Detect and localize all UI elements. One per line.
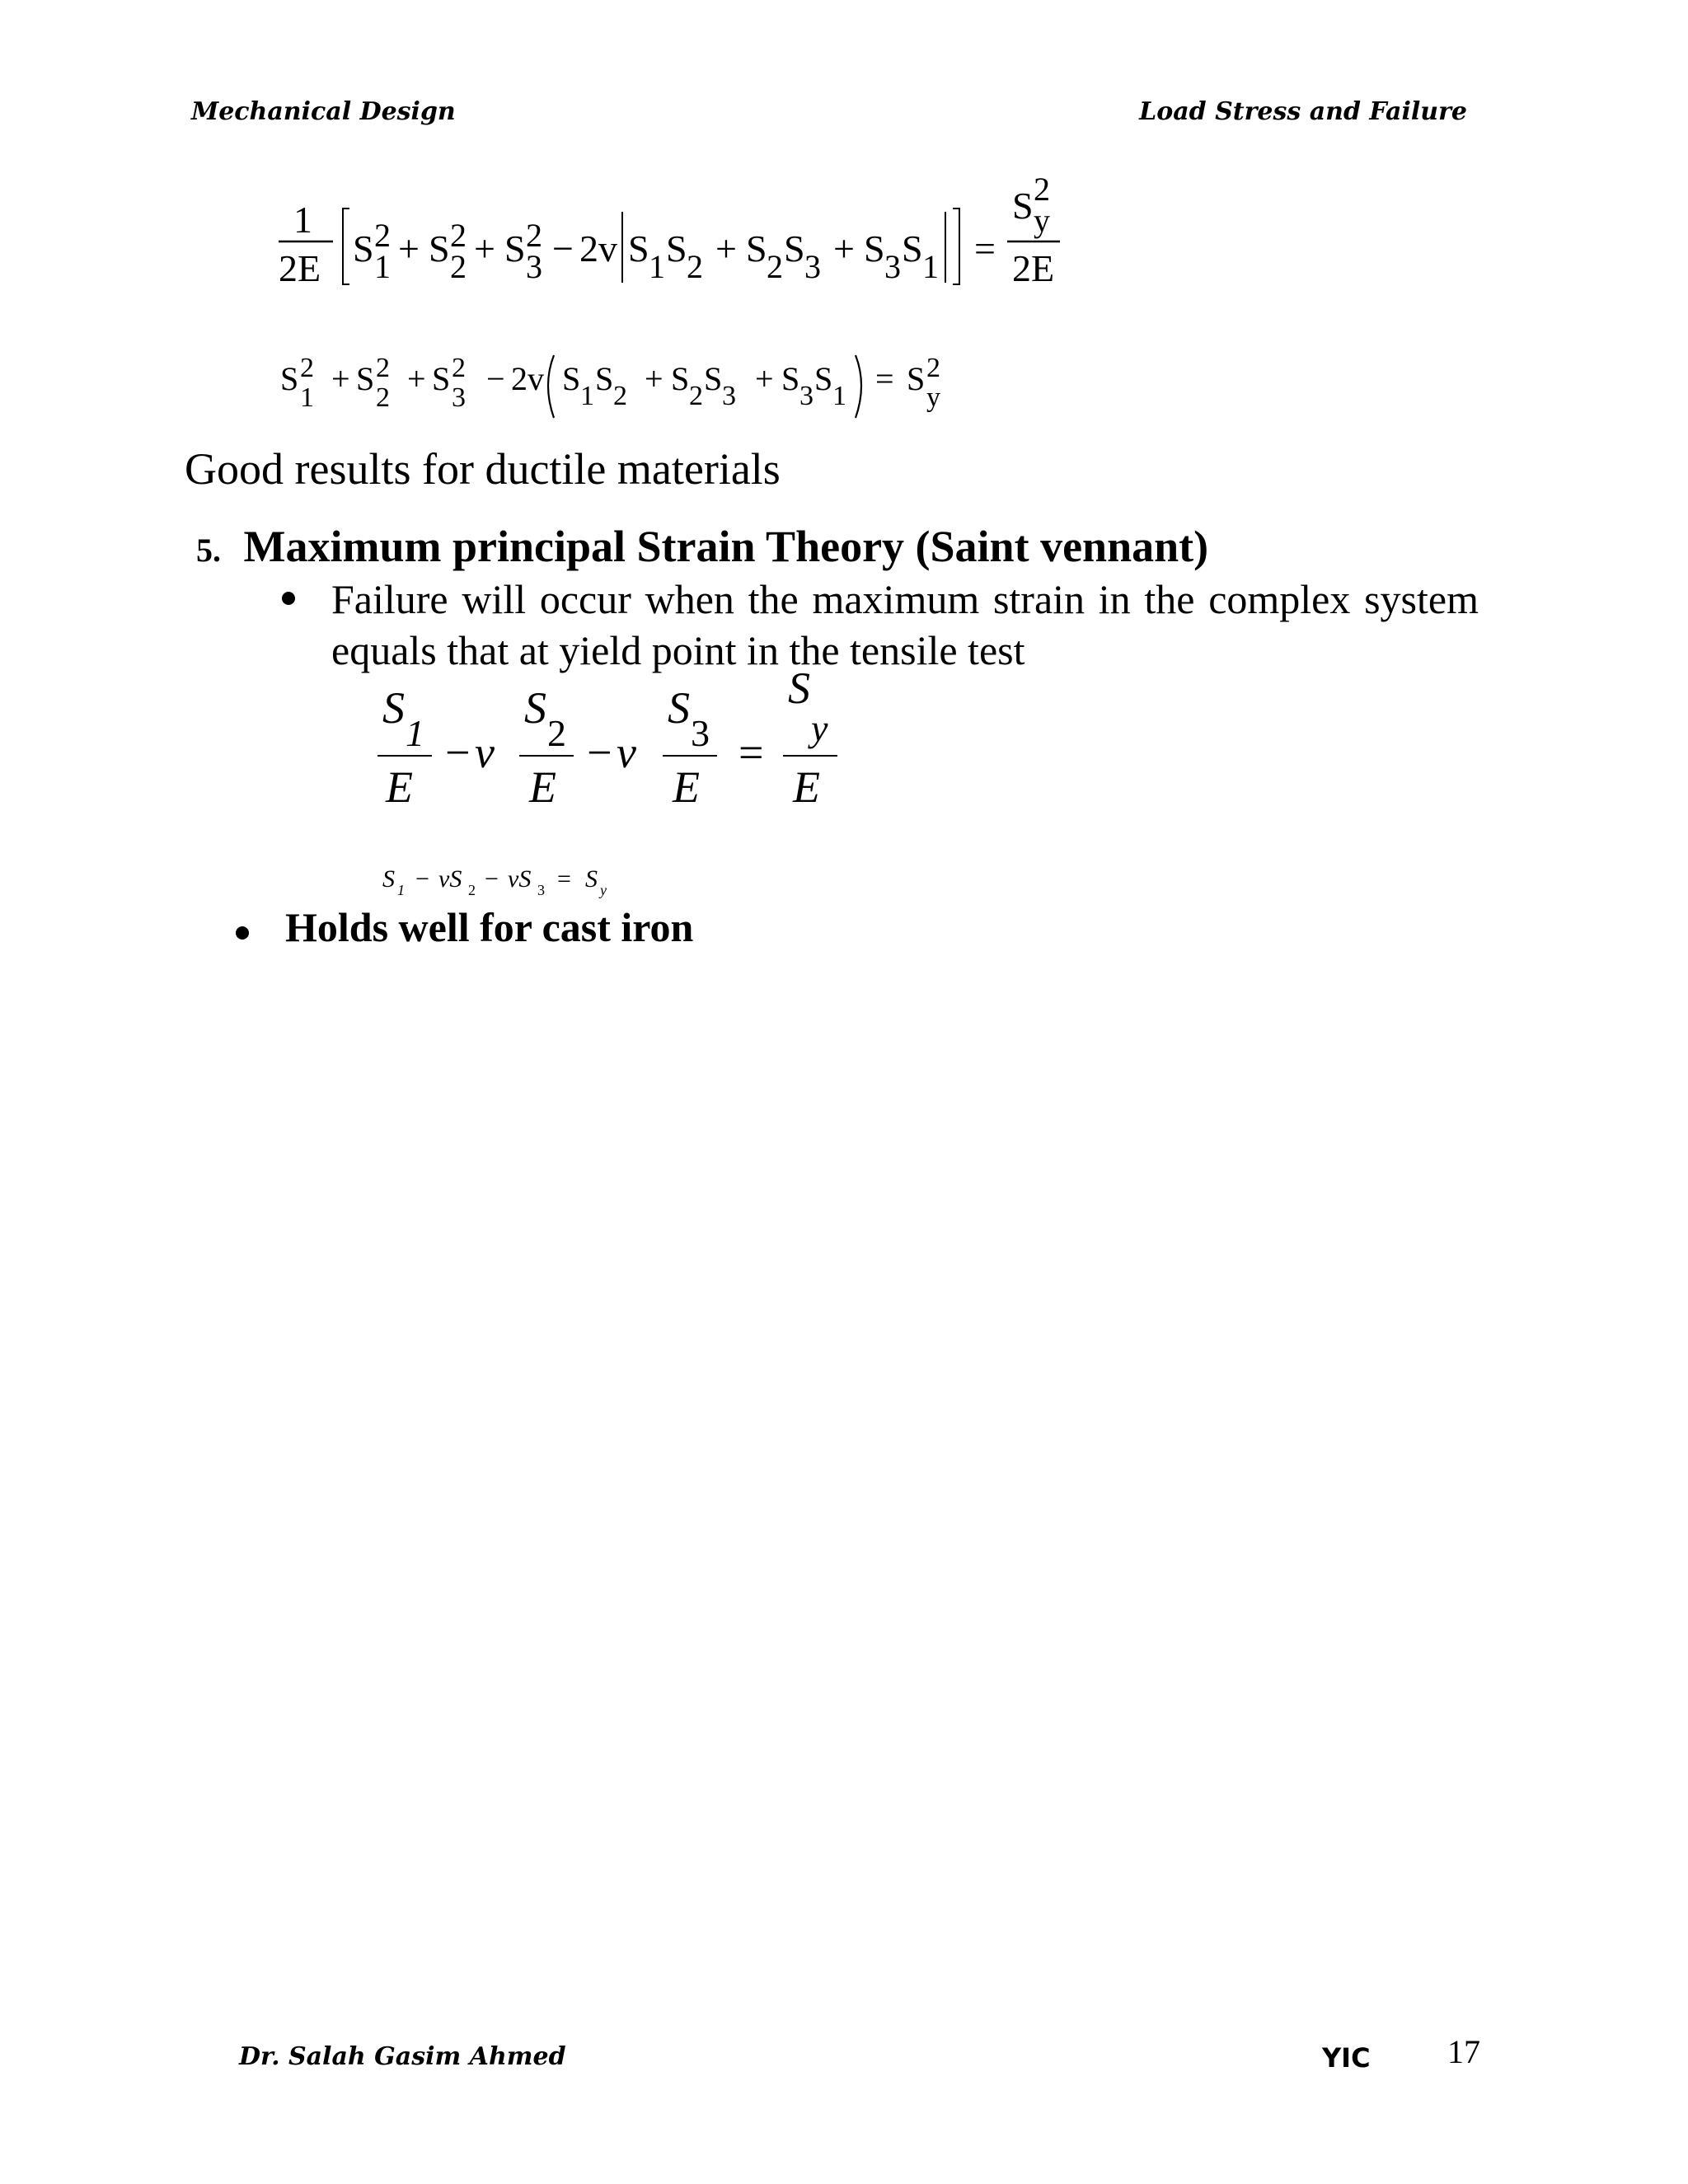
energy-equation-2 <box>274 342 1015 433</box>
svg-text:3: 3 <box>799 381 814 411</box>
svg-text:S: S <box>704 360 723 397</box>
svg-text:1: 1 <box>406 712 424 754</box>
svg-text:3: 3 <box>691 712 710 754</box>
bullet-dot-2 <box>236 926 249 940</box>
svg-text:2: 2 <box>452 353 466 383</box>
svg-text:S: S <box>784 227 805 269</box>
svg-text:S: S <box>382 865 395 893</box>
svg-text:1: 1 <box>649 248 665 285</box>
svg-text:S: S <box>280 360 299 397</box>
svg-text:y: y <box>600 882 607 898</box>
svg-text:3: 3 <box>526 248 542 285</box>
svg-text:S: S <box>666 227 687 269</box>
svg-text:S: S <box>429 227 450 269</box>
svg-text:+: + <box>645 360 663 397</box>
svg-text:S: S <box>524 683 546 733</box>
section-title: Maximum principal Strain Theory (Saint vennant) <box>243 522 1209 571</box>
svg-text:2: 2 <box>613 381 627 411</box>
section-heading <box>196 521 1208 572</box>
svg-text:+: + <box>407 360 426 397</box>
svg-text:S: S <box>595 360 614 397</box>
svg-text:2v: 2v <box>511 360 544 397</box>
svg-text:2: 2 <box>376 382 390 413</box>
energy-equation-1 <box>264 169 1071 309</box>
svg-text:−: − <box>552 227 574 269</box>
svg-text:−: − <box>445 728 471 777</box>
svg-text:1: 1 <box>374 248 391 285</box>
svg-text:S: S <box>671 360 690 397</box>
svg-text:y: y <box>811 707 828 749</box>
svg-text:E: E <box>386 762 413 812</box>
page-number: 17 <box>1447 2033 1480 2070</box>
svg-text:2: 2 <box>926 353 940 383</box>
svg-text:S: S <box>562 360 581 397</box>
svg-text:3: 3 <box>452 382 466 413</box>
footer-institution: YIC <box>1322 2042 1371 2074</box>
svg-text:+: + <box>331 360 350 397</box>
section-number: 5. <box>196 532 221 569</box>
bullet-dot-1 <box>282 592 295 605</box>
svg-text:S: S <box>814 360 833 397</box>
svg-text:S: S <box>432 360 451 397</box>
svg-text:S: S <box>781 360 800 397</box>
svg-text:1: 1 <box>922 248 939 285</box>
svg-text:2: 2 <box>450 217 467 254</box>
svg-text:y: y <box>926 382 940 413</box>
svg-text:S: S <box>585 865 598 893</box>
footer-author: Dr. Salah Gasim Ahmed <box>239 2042 566 2071</box>
svg-text:1: 1 <box>832 381 846 411</box>
svg-text:−: − <box>415 865 429 893</box>
svg-text:S: S <box>902 227 923 269</box>
svg-text:=: = <box>974 227 996 269</box>
svg-text:2: 2 <box>767 248 783 285</box>
svg-text:2: 2 <box>450 248 467 285</box>
svg-text:S: S <box>356 360 375 397</box>
svg-text:3: 3 <box>884 248 901 285</box>
svg-text:+: + <box>398 227 420 269</box>
svg-text:−: − <box>485 865 499 893</box>
svg-text:vS: vS <box>508 865 532 893</box>
svg-text:S: S <box>746 227 767 269</box>
svg-text:E: E <box>529 762 556 812</box>
svg-text:2: 2 <box>468 882 476 898</box>
header-right: Load Stress and Failure <box>1139 97 1467 126</box>
svg-text:3: 3 <box>537 882 545 898</box>
svg-text:E: E <box>673 762 700 812</box>
svg-text:S: S <box>907 360 926 397</box>
svg-text:2E: 2E <box>279 247 321 289</box>
svg-text:=: = <box>557 865 571 893</box>
svg-text:E: E <box>793 762 820 812</box>
svg-text:S: S <box>504 227 526 269</box>
svg-text:2: 2 <box>374 217 391 254</box>
svg-text:−: − <box>486 360 505 397</box>
svg-text:1: 1 <box>300 382 314 413</box>
svg-text:−: − <box>587 728 612 777</box>
svg-text:=: = <box>875 360 894 397</box>
svg-text:2: 2 <box>376 353 390 383</box>
svg-text:vS: vS <box>438 865 462 893</box>
failure-criterion-text: Failure will occur when the maximum strain in the complex system equals that at yield point in the tensile test <box>331 576 1479 673</box>
svg-text:v: v <box>617 728 636 777</box>
svg-text:2: 2 <box>689 381 703 411</box>
svg-text:3: 3 <box>804 248 821 285</box>
svg-text:2: 2 <box>1034 171 1050 208</box>
svg-text:S: S <box>1012 185 1034 227</box>
cast-iron-note: Holds well for cast iron <box>285 904 694 950</box>
svg-text:S: S <box>788 672 810 713</box>
svg-text:=: = <box>738 728 764 777</box>
svg-text:2: 2 <box>300 353 314 383</box>
svg-text:+: + <box>833 227 855 269</box>
svg-text:y: y <box>1034 202 1050 239</box>
svg-text:1: 1 <box>397 882 405 898</box>
svg-text:S: S <box>864 227 885 269</box>
svg-text:2v: 2v <box>579 227 617 269</box>
svg-text:1: 1 <box>293 199 312 241</box>
header-left: Mechanical Design <box>191 97 456 126</box>
svg-text:2E: 2E <box>1012 247 1055 289</box>
svg-text:2: 2 <box>526 217 542 254</box>
ductile-note: Good results for ductile materials <box>185 444 781 494</box>
svg-text:2: 2 <box>547 712 566 754</box>
strain-equation-1 <box>371 672 882 820</box>
svg-text:+: + <box>715 227 737 269</box>
svg-text:1: 1 <box>580 381 594 411</box>
svg-text:S: S <box>353 227 374 269</box>
svg-text:3: 3 <box>722 381 736 411</box>
svg-text:S: S <box>668 683 690 733</box>
strain-equation-2 <box>379 857 676 907</box>
svg-text:2: 2 <box>687 248 703 285</box>
svg-text:+: + <box>755 360 774 397</box>
svg-text:v: v <box>475 728 495 777</box>
svg-text:+: + <box>474 227 495 269</box>
svg-text:S: S <box>382 683 405 733</box>
svg-text:S: S <box>628 227 649 269</box>
